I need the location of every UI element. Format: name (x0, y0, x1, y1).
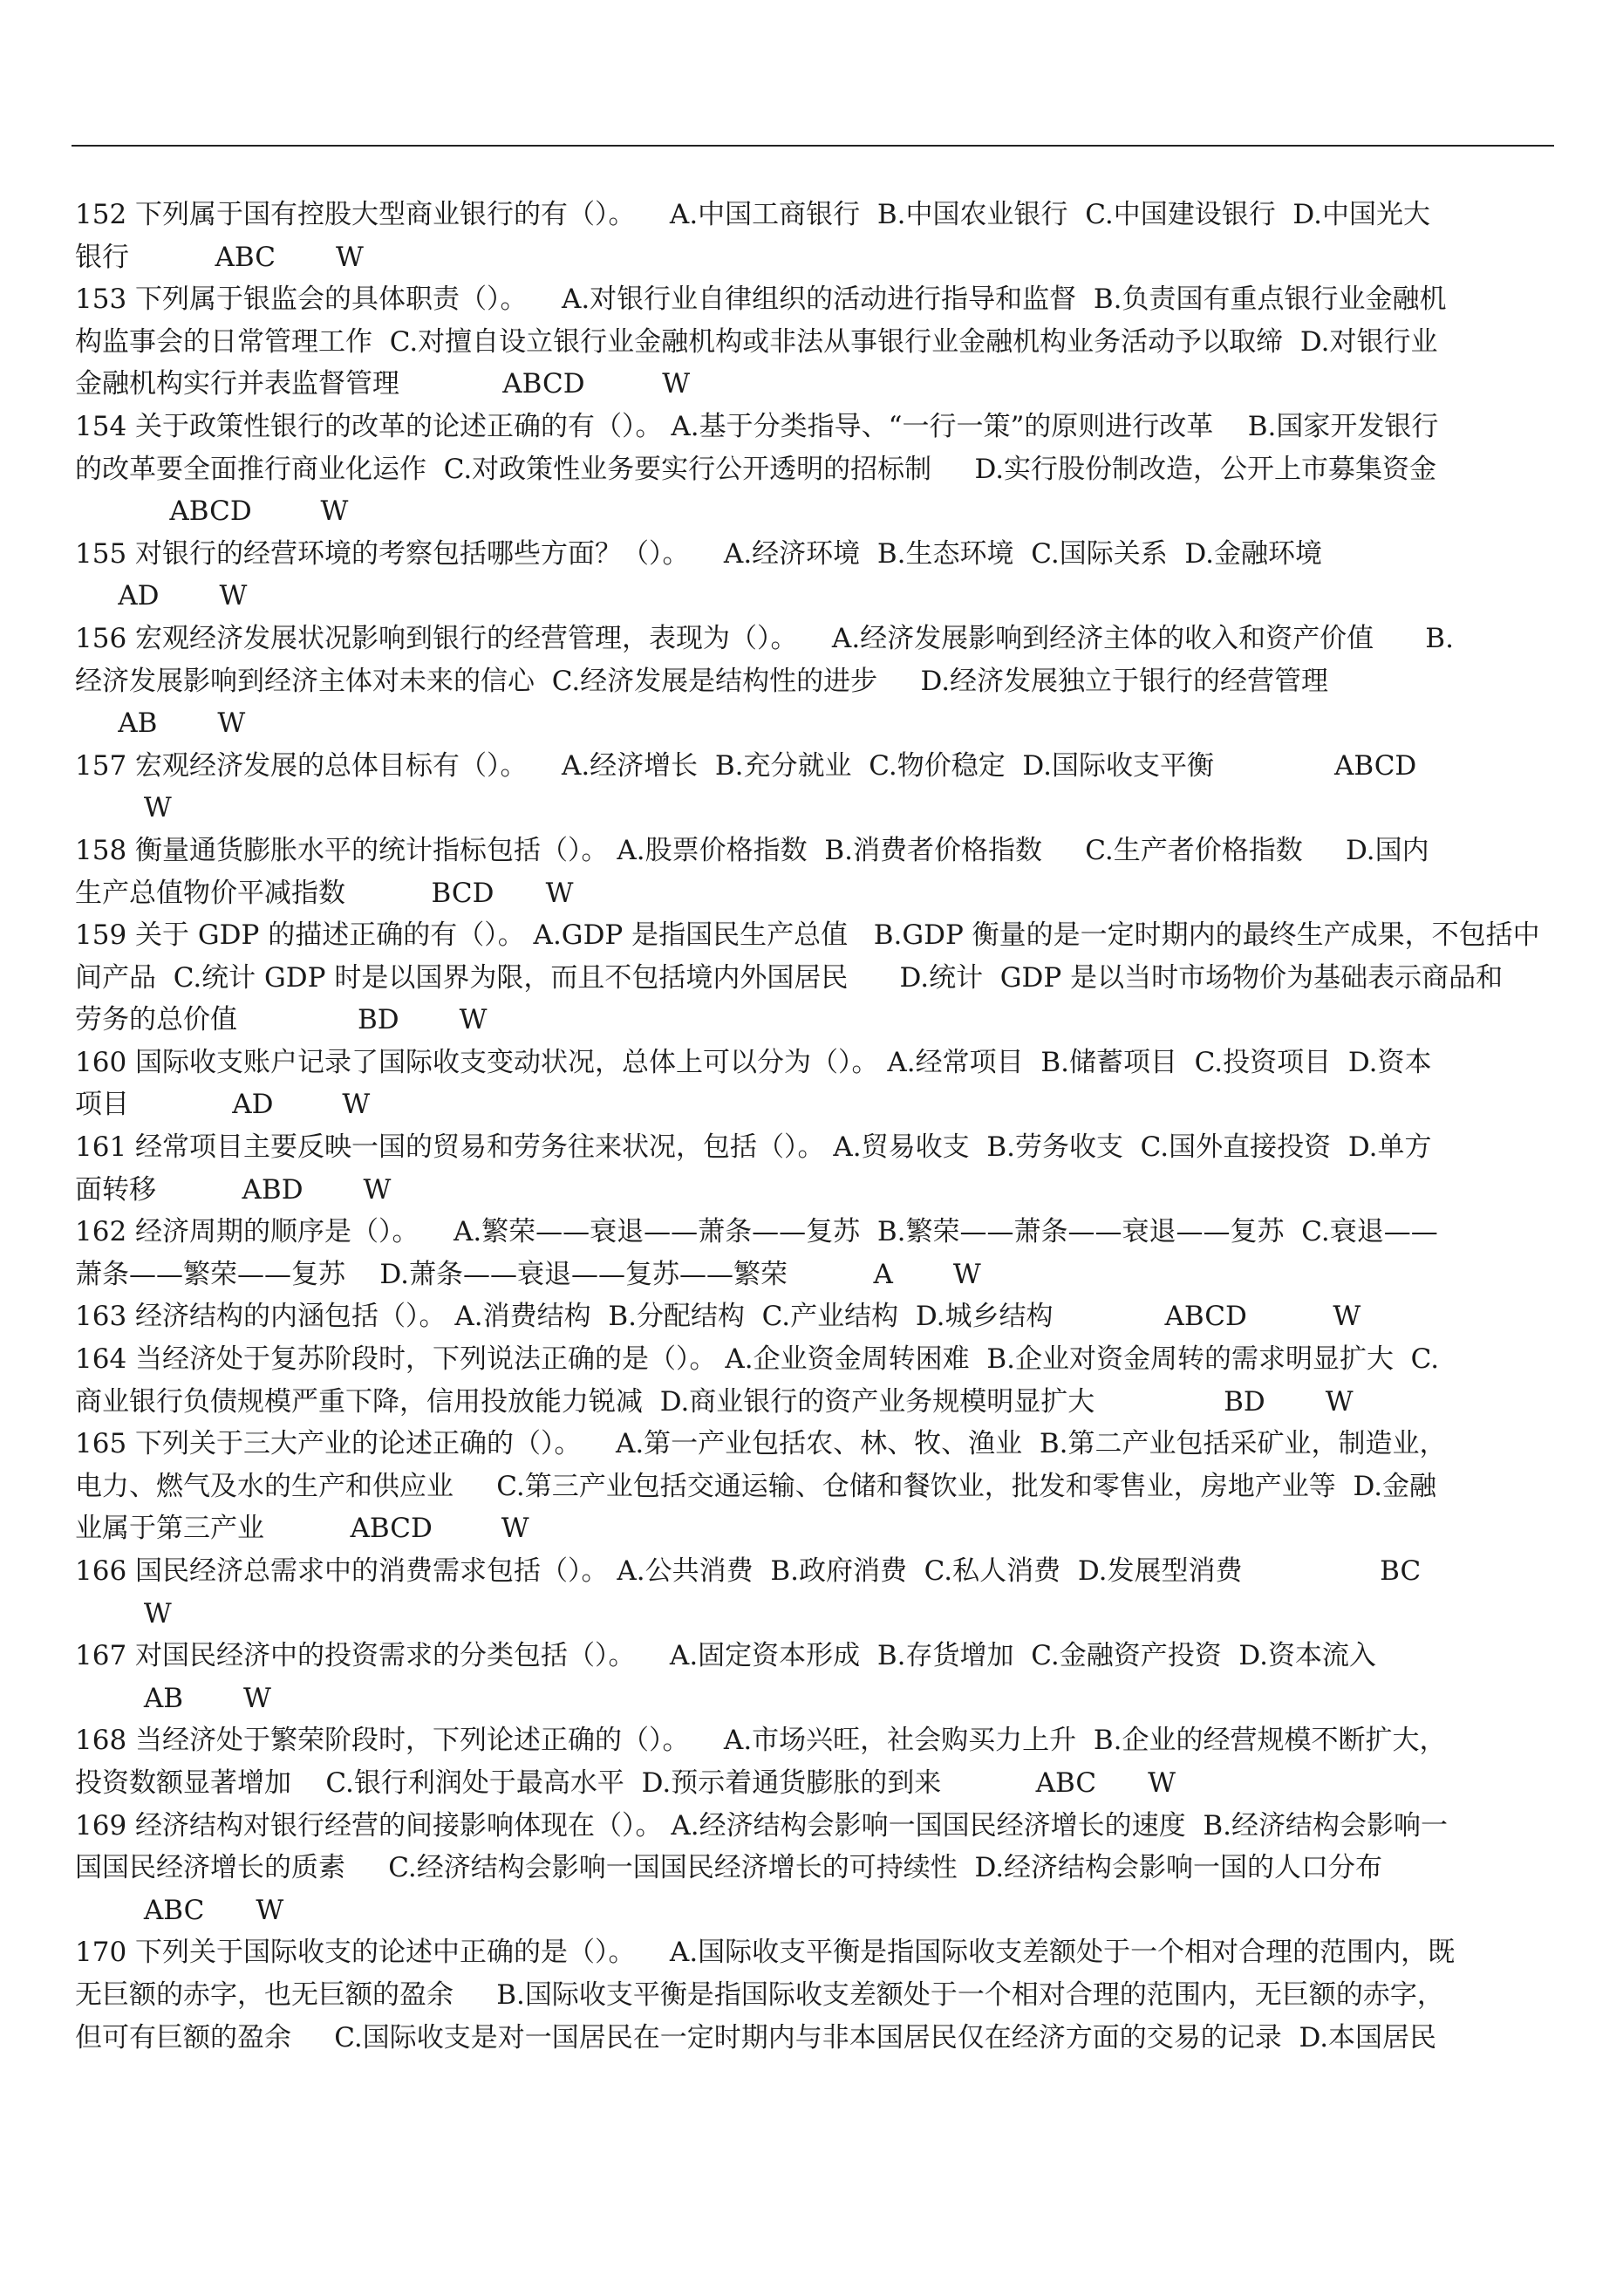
text-line: AD W (75, 580, 248, 612)
text-line: 生产总值物价平减指数 BCD W (75, 877, 574, 909)
text-line: 但可有巨额的盈余 C.国际收支是对一国居民在一定时期内与非本国居民仅在经济方面的交易的记录 D.本国居民 (75, 2021, 1437, 2053)
text-line: 162 经济周期的顺序是（）。 A.繁荣——衰退——萧条——复苏 B.繁荣——萧条——衰退——复苏 C.衰退—— (75, 1216, 1438, 1248)
text-line: 间产品 C.统计 GDP 时是以国界为限，而且不包括境内外国居民 D.统计 GDP 是以当时市场物价为基础表示商品和 (75, 961, 1504, 994)
text-line: 164 当经济处于复苏阶段时，下列说法正确的是（）。 A.企业资金周转困难 B.企业对资金周转的需求明显扩大 C. (75, 1343, 1440, 1376)
document-body (75, 194, 1549, 2059)
text-line: 161 经常项目主要反映一国的贸易和劳务往来状况，包括（）。 A.贸易收支 B.劳务收支 C.国外直接投资 D.单方 (75, 1131, 1432, 1164)
text-line: 金融机构实行并表监督管理 ABCD W (75, 368, 691, 400)
text-line: 电力、燃气及水的生产和供应业 C.第三产业包括交通运输、仓储和餐饮业，批发和零售业，房地产业等 D.金融 (75, 1470, 1437, 1502)
text-line: 国国民经济增长的质素 C.经济结构会影响一国国民经济增长的可持续性 D.经济结构会影响一国的人口分布 (75, 1852, 1383, 1884)
text-line: 157 宏观经济发展的总体目标有（）。 A.经济增长 B.充分就业 C.物价稳定 D.国际收支平衡 ABCD (75, 749, 1417, 782)
text-line: 劳务的总价值 BD W (75, 1004, 488, 1036)
header-rule (72, 145, 1554, 147)
text-line: 160 国际收支账户记录了国际收支变动状况，总体上可以分为（）。 A.经常项目 B.储蓄项目 C.投资项目 D.资本 (75, 1046, 1432, 1078)
text-line: 萧条——繁荣——复苏 D.萧条——衰退——复苏——繁荣 A W (75, 1258, 981, 1290)
text-line: 业属于第三产业 ABCD W (75, 1513, 529, 1545)
text-line: 的改革要全面推行商业化运作 C.对政策性业务要实行公开透明的招标制 D.实行股份制改造，公开上市募集资金 (75, 453, 1437, 485)
text-line: 面转移 ABD W (75, 1173, 392, 1206)
text-line: 158 衡量通货膨胀水平的统计指标包括（）。 A.股票价格指数 B.消费者价格指数 C.生产者价格指数 D.国内 (75, 834, 1429, 866)
text-line: 153 下列属于银监会的具体职责（）。 A.对银行业自律组织的活动进行指导和监督 B.负责国有重点银行业金融机 (75, 284, 1447, 316)
text-line: 155 对银行的经营环境的考察包括哪些方面？（）。 A.经济环境 B.生态环境 C.国际关系 D.金融环境 (75, 537, 1323, 570)
text-line: 167 对国民经济中的投资需求的分类包括（）。 A.固定资本形成 B.存货增加 C.金融资产投资 D.资本流入 (75, 1640, 1377, 1672)
text-line: 159 关于 GDP 的描述正确的有（）。 A.GDP 是指国民生产总值 B.GDP 衡量的是一定时期内的最终生产成果，不包括中 (75, 919, 1540, 952)
text-line: 银行 ABC W (75, 241, 364, 273)
text-line: 169 经济结构对银行经营的间接影响体现在（）。 A.经济结构会影响一国国民经济增长的速度 B.经济结构会影响一 (75, 1809, 1448, 1842)
text-line: 无巨额的赤字，也无巨额的盈余 B.国际收支平衡是指国际收支差额处于一个相对合理的范围内，无巨额的赤字， (75, 1978, 1444, 2011)
text-line: AB W (75, 1682, 271, 1714)
text-line: 投资数额显著增加 C.银行利润处于最高水平 D.预示着通货膨胀的到来 ABC W (75, 1766, 1176, 1799)
text-line: 170 下列关于国际收支的论述中正确的是（）。 A.国际收支平衡是指国际收支差额处于一个相对合理的范围内，既 (75, 1937, 1456, 1969)
text-line: 商业银行负债规模严重下降，信用投放能力锐减 D.商业银行的资产业务规模明显扩大 BD W (75, 1385, 1354, 1418)
text-line: 项目 AD W (75, 1089, 371, 1121)
text-line: 构监事会的日常管理工作 C.对擅自设立银行业金融机构或非法从事银行业金融机构业务活动予以取缔 D.对银行业 (75, 325, 1438, 358)
text-line: 163 经济结构的内涵包括（）。 A.消费结构 B.分配结构 C.产业结构 D.城乡结构 ABCD W (75, 1301, 1361, 1333)
text-line: 156 宏观经济发展状况影响到银行的经营管理，表现为（）。 A.经济发展影响到经济主体的收入和资产价值 B. (75, 622, 1454, 654)
text-line: 154 关于政策性银行的改革的论述正确的有（）。 A.基于分类指导、“一行一策”的原则进行改革 B.国家开发银行 (75, 410, 1439, 442)
text-line: AB W (75, 707, 246, 740)
text-line: W (75, 1597, 172, 1630)
text-line: 165 下列关于三大产业的论述正确的（）。 A.第一产业包括农、林、牧、渔业 B.第二产业包括采矿业，制造业， (75, 1428, 1447, 1460)
text-line: 168 当经济处于繁荣阶段时，下列论述正确的（）。 A.市场兴旺，社会购买力上升 B.企业的经营规模不断扩大， (75, 1725, 1447, 1757)
text-line: 经济发展影响到经济主体对未来的信心 C.经济发展是结构性的进步 D.经济发展独立于银行的经营管理 (75, 665, 1329, 697)
text-line: ABCD W (75, 495, 349, 528)
text-line: W (75, 792, 172, 824)
text-line: 152 下列属于国有控股大型商业银行的有（）。 A.中国工商银行 B.中国农业银行 C.中国建设银行 D.中国光大 (75, 199, 1431, 230)
text-line: ABC W (75, 1894, 284, 1926)
text-line: 166 国民经济总需求中的消费需求包括（）。 A.公共消费 B.政府消费 C.私人消费 D.发展型消费 BC (75, 1555, 1422, 1587)
